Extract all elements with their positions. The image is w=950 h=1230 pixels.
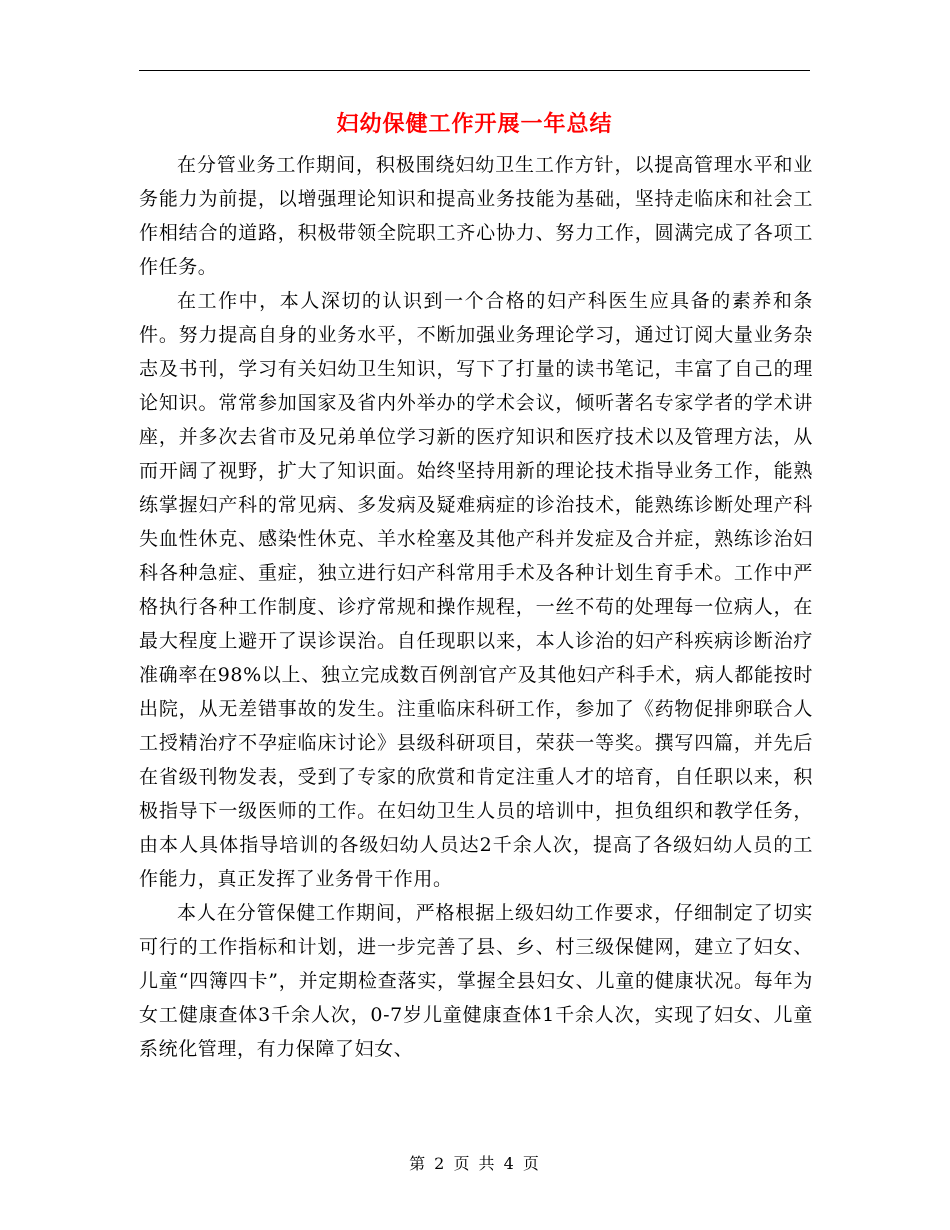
document-body bbox=[139, 148, 813, 1066]
header-rule bbox=[139, 70, 810, 71]
paragraph-1: 在分管业务工作期间，积极围绕妇幼卫生工作方针，以提高管理水平和业务能力为前提，以增强理论知识和提高业务技能为基础，坚持走临床和社会工作相结合的道路，积极带领全院职工齐心协力、努力工作，圆满完成了各项工作任务。 bbox=[139, 154, 813, 278]
page-footer: 第 2 页 共 4 页 bbox=[409, 1154, 541, 1173]
paragraph-2: 在工作中，本人深切的认识到一个合格的妇产科医生应具备的素养和条件。努力提高自身的业务水平，不断加强业务理论学习，通过订阅大量业务杂志及书刊，学习有关妇幼卫生知识，写下了打量的读书笔记，丰富了自己的理论知识。常常参加国家及省内外举办的学术会议，倾听著名专家学者的学术讲座，并多次去省市及兄弟单位学习新的医疗知识和医疗技术以及管理方法，从而开阔了视野，扩大了知识面。始终坚持用新的理论技术指导业务工作，能熟练掌握妇产科的常见病、多发病及疑难病症的诊治技术，能熟练诊断处理产科失血性休克、感染性休克、羊水栓塞及其他产科并发症及合并症，熟练诊治妇科各种急症、重症，独立进行妇产科常用手术及各种计划生育手术。工作中严格执行各种工作制度、诊疗常规和操作规程，一丝不苟的处理每一位病人，在最大程度上避开了误诊误治。自任现职以来，本人诊治的妇产科疾病诊断治疗准确率在98%以上、独立完成数百例剖官产及其他妇产科手术，病人都能按时出院，从无差错事故的发生。注重临床科研工作，参加了《药物促排卵联合人工授精治疗不孕症临床讨论》县级科研项目，荣获一等奖。撰写四篇，并先后在省级刊物发表，受到了专家的欣赏和肯定注重人才的培育，自任职以来，积极指导下一级医师的工作。在妇幼卫生人员的培训中，担负组织和教学任务，由本人具体指导培训的各级妇幼人员达2千余人次，提高了各级妇幼人员的工作能力，真正发挥了业务骨干作用。 bbox=[139, 290, 813, 890]
paragraph-3: 本人在分管保健工作期间，严格根据上级妇幼工作要求，仔细制定了切实可行的工作指标和计划，进一步完善了县、乡、村三级保健网，建立了妇女、儿童“四簿四卡”，并定期检查落实，掌握全县妇女、儿童的健康状况。每年为女工健康查体3千余人次，0-7岁儿童健康查体1千余人次，实现了妇女、儿童系统化管理，有力保障了妇女、 bbox=[139, 902, 813, 1060]
document-title: 妇幼保健工作开展一年总结 bbox=[336, 111, 613, 137]
